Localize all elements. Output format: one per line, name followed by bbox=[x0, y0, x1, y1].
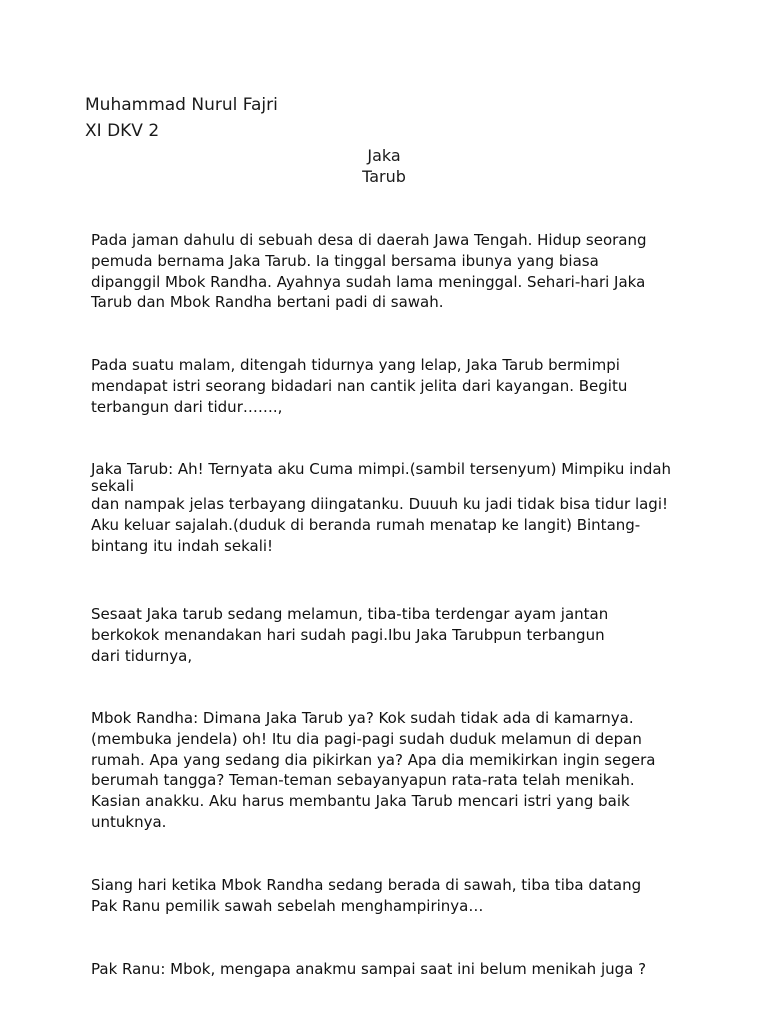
paragraph-line: Aku keluar sajalah.(duduk di beranda rumah menatap ke langit) Bintang- bbox=[91, 515, 641, 534]
paragraph-line: Sesaat Jaka tarub sedang melamun, tiba-tiba terdengar ayam jantan bbox=[91, 605, 609, 623]
paragraph-4 bbox=[91, 604, 691, 666]
paragraph-line: dari tidurnya, bbox=[91, 646, 193, 665]
title-line-2: Tarub bbox=[362, 167, 406, 186]
paragraph-line: Siang hari ketika Mbok Randha sedang berada di sawah, tiba tiba datang bbox=[91, 876, 642, 894]
paragraph-line: terbangun dari tidur……., bbox=[91, 397, 283, 416]
paragraph-line: Pada jaman dahulu di sebuah desa di daerah Jawa Tengah. Hidup seorang bbox=[91, 231, 647, 249]
paragraph-7 bbox=[91, 959, 691, 980]
paragraph-line: Pak Ranu: Mbok, mengapa anakmu sampai saat ini belum menikah juga ? bbox=[91, 960, 647, 978]
paragraph-line: Pada suatu malam, ditengah tidurnya yang lelap, Jaka Tarub bermimpi bbox=[91, 356, 620, 374]
paragraph-line: berumah tangga? Teman-teman sebayanyapun rata-rata telah menikah. bbox=[91, 771, 635, 790]
paragraph-2 bbox=[91, 355, 691, 417]
paragraph-line: pemuda bernama Jaka Tarub. Ia tinggal bersama ibunya yang biasa bbox=[91, 251, 599, 270]
paragraph-line: (membuka jendela) oh! Itu dia pagi-pagi sudah duduk melamun di depan bbox=[91, 729, 642, 748]
author-name: Muhammad Nurul Fajri bbox=[85, 95, 278, 115]
paragraph-line: rumah. Apa yang sedang dia pikirkan ya? Apa dia memikirkan ingin segera bbox=[91, 750, 656, 769]
author-class: XI DKV 2 bbox=[85, 121, 160, 141]
paragraph-line: sekali bbox=[91, 477, 134, 495]
paragraph-3 bbox=[91, 460, 691, 556]
paragraph-line: Tarub dan Mbok Randha bertani padi di sawah. bbox=[91, 293, 444, 312]
paragraph-1 bbox=[91, 230, 691, 313]
paragraph-line: dipanggil Mbok Randha. Ayahnya sudah lama meninggal. Sehari-hari Jaka bbox=[91, 272, 646, 291]
paragraph-6 bbox=[91, 875, 691, 917]
story-title bbox=[284, 145, 484, 187]
paragraph-line: berkokok menandakan hari sudah pagi.Ibu Jaka Tarubpun terbangun bbox=[91, 625, 605, 644]
paragraph-line: mendapat istri seorang bidadari nan cantik jelita dari kayangan. Begitu bbox=[91, 376, 628, 395]
author-block bbox=[85, 92, 278, 144]
paragraph-line: untuknya. bbox=[91, 812, 167, 831]
paragraph-line: Kasian anakku. Aku harus membantu Jaka Tarub mencari istri yang baik bbox=[91, 792, 630, 811]
paragraph-line: Mbok Randha: Dimana Jaka Tarub ya? Kok sudah tidak ada di kamarnya. bbox=[91, 709, 634, 727]
paragraph-line: Jaka Tarub: Ah! Ternyata aku Cuma mimpi.(sambil tersenyum) Mimpiku indah bbox=[91, 460, 672, 478]
paragraph-line: bintang itu indah sekali! bbox=[91, 536, 274, 555]
title-line-1: Jaka bbox=[367, 146, 401, 165]
paragraph-line: dan nampak jelas terbayang diingatanku. Duuuh ku jadi tidak bisa tidur lagi! bbox=[91, 495, 669, 513]
paragraph-line: Pak Ranu pemilik sawah sebelah menghampirinya… bbox=[91, 896, 484, 915]
paragraph-5 bbox=[91, 708, 691, 833]
